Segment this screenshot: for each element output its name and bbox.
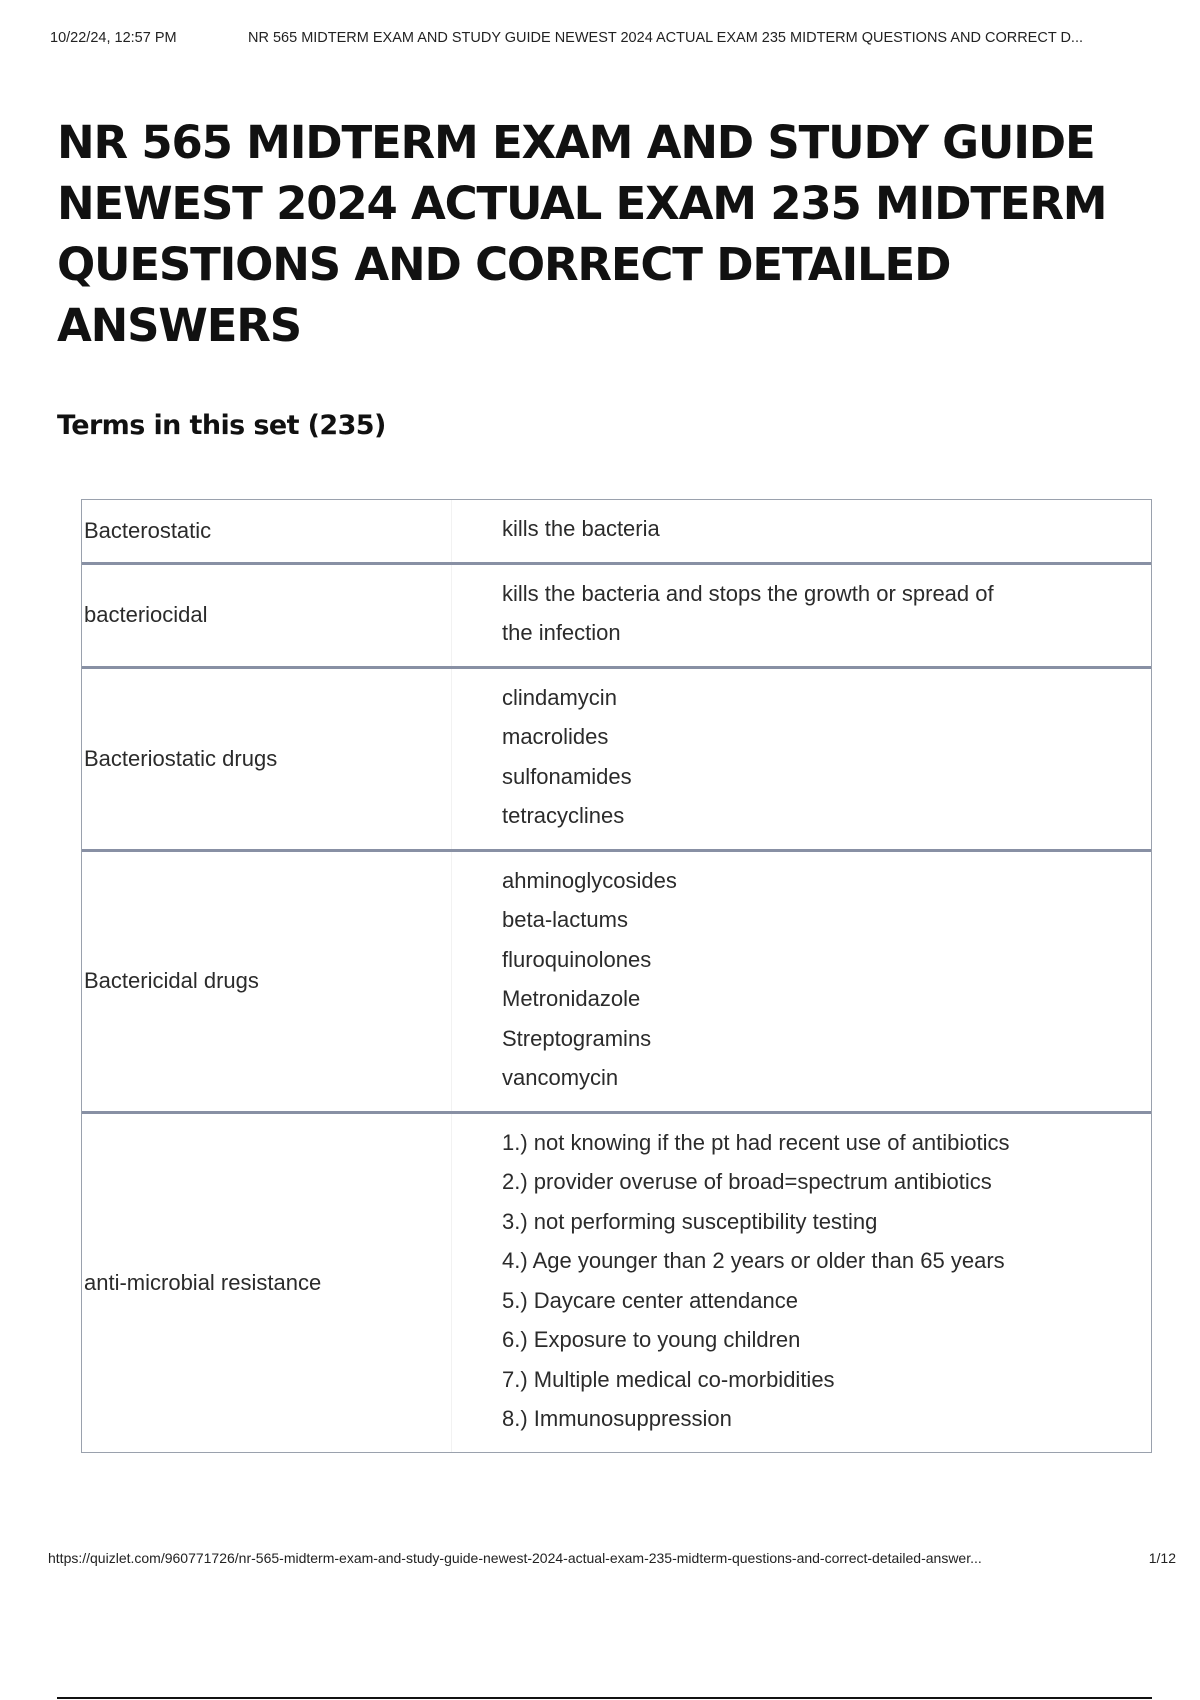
page-title-line: QUESTIONS AND CORRECT DETAILED ANSWERS xyxy=(57,238,951,352)
definition-line: 8.) Immunosuppression xyxy=(502,1406,732,1431)
definition xyxy=(451,669,1151,849)
print-doc-title: NR 565 MIDTERM EXAM AND STUDY GUIDE NEWEST 2024 ACTUAL EXAM 235 MIDTERM QUESTIONS AND CORRECT D... xyxy=(248,30,1083,46)
page-title-line: NEWEST 2024 ACTUAL EXAM 235 MIDTERM xyxy=(57,177,1107,230)
definition-line: vancomycin xyxy=(502,1065,619,1090)
definition-line: the infection xyxy=(502,620,621,645)
definition xyxy=(451,852,1151,1111)
term-text: Bacterostatic xyxy=(84,517,212,543)
term-text: bacteriocidal xyxy=(84,602,208,627)
definition xyxy=(451,565,1151,666)
term-text: Bacteriostatic drugs xyxy=(84,745,278,771)
print-footer xyxy=(48,1550,1176,1566)
term-row xyxy=(82,666,1151,849)
definition-line: 4.) Age younger than 2 years or older than 65 years xyxy=(502,1248,1005,1273)
print-header xyxy=(50,30,1170,46)
definition-line: 2.) provider overuse of broad=spectrum antibiotics xyxy=(502,1169,992,1194)
definition xyxy=(451,1114,1151,1452)
definition-line: 5.) Daycare center attendance xyxy=(502,1287,798,1313)
definition-line: Streptogramins xyxy=(502,1025,652,1051)
definition-line: fluroquinolones xyxy=(502,946,652,972)
definition xyxy=(451,500,1151,562)
definition-line: beta-lactums xyxy=(502,907,628,932)
term-row xyxy=(82,562,1151,666)
print-timestamp: 10/22/24, 12:57 PM xyxy=(50,30,177,46)
definition-line: tetracyclines xyxy=(502,803,625,828)
page-title-line: NR 565 MIDTERM EXAM AND STUDY GUIDE xyxy=(57,116,1095,169)
term-row xyxy=(82,500,1151,562)
page-title xyxy=(57,112,1177,356)
definition-line: kills the bacteria xyxy=(502,516,660,541)
page-number: 1/12 xyxy=(1148,1550,1176,1566)
print-url: https://quizlet.com/960771726/nr-565-midterm-exam-and-study-guide-newest-2024-actual-exam-235-midterm-questions-and-correct-detailed-answer... xyxy=(48,1550,982,1566)
definition-line: sulfonamides xyxy=(502,763,632,789)
term-text: Bactericidal drugs xyxy=(84,968,259,993)
definition-line: kills the bacteria and stops the growth or spread of xyxy=(502,580,994,606)
definition-line: 3.) not performing susceptibility testing xyxy=(502,1208,878,1234)
definition-line: 6.) Exposure to young children xyxy=(502,1327,801,1352)
definition-line: macrolides xyxy=(502,724,609,749)
term-row xyxy=(82,849,1151,1111)
definition-line: Metronidazole xyxy=(502,986,641,1011)
definition-line: 7.) Multiple medical co-morbidities xyxy=(502,1366,835,1392)
definition-line: 1.) not knowing if the pt had recent use of antibiotics xyxy=(502,1129,1010,1155)
term-text: anti-microbial resistance xyxy=(84,1269,322,1295)
definition-line: ahminoglycosides xyxy=(502,867,677,893)
page-bottom-rule xyxy=(57,1697,1152,1699)
definition-line: clindamycin xyxy=(502,684,617,710)
terms-set-heading: Terms in this set (235) xyxy=(57,410,386,441)
terms-table xyxy=(81,499,1152,1453)
term-row xyxy=(82,1111,1151,1452)
